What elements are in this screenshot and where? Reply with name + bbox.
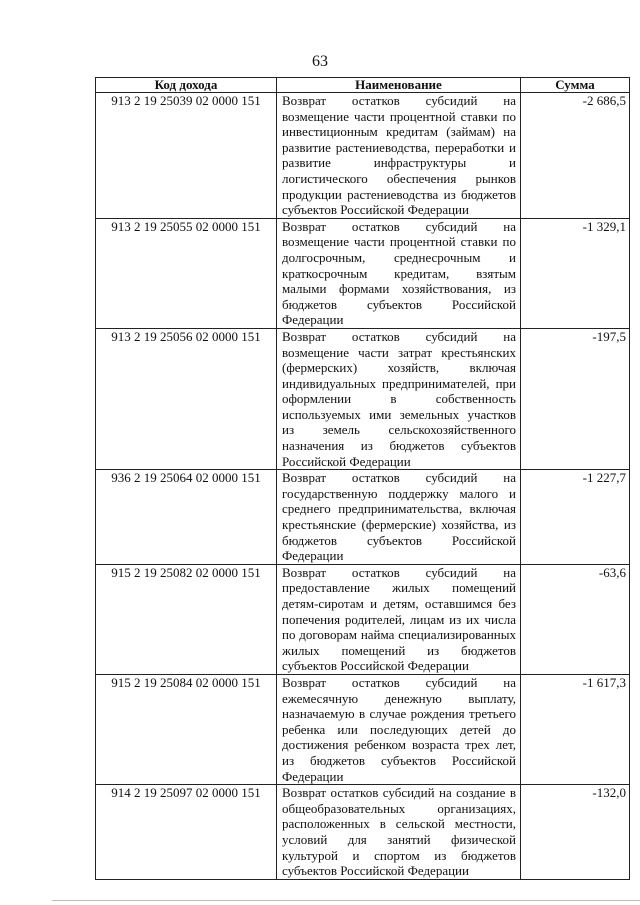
row-name: Возврат остатков субсидий на ежемесячную денежную выплату, назначаемую в случае рождения третьего ребенка или последующих детей до достижения ребенком возраста трех лет, из бюджетов субъектов Российской Федерации: [277, 674, 521, 784]
table-header-row: [96, 78, 630, 93]
table-row: [96, 564, 630, 674]
revenue-table: [95, 77, 630, 880]
header-name: Наименование: [277, 78, 521, 93]
row-amount: -1 227,7: [521, 470, 630, 565]
row-name: Возврат остатков субсидий на государственную поддержку малого и среднего предпринимательства, включая крестьянские (фермерские) хозяйства, из бюджетов субъектов Российской Федерации: [277, 470, 521, 565]
page-number: 63: [312, 53, 328, 70]
row-code: 915 2 19 25082 02 0000 151: [96, 564, 277, 674]
header-code: Код дохода: [96, 78, 277, 93]
row-amount: -63,6: [521, 564, 630, 674]
row-amount: -132,0: [521, 785, 630, 880]
scan-edge-divider: [52, 900, 640, 901]
table-row: [96, 674, 630, 784]
header-amount: Сумма: [521, 78, 630, 93]
row-code: 913 2 19 25056 02 0000 151: [96, 328, 277, 469]
row-code: 915 2 19 25084 02 0000 151: [96, 674, 277, 784]
row-amount: -197,5: [521, 328, 630, 469]
row-code: 914 2 19 25097 02 0000 151: [96, 785, 277, 880]
table-row: [96, 328, 630, 469]
row-amount: -1 617,3: [521, 674, 630, 784]
table-row: [96, 93, 630, 219]
row-code: 936 2 19 25064 02 0000 151: [96, 470, 277, 565]
row-code: 913 2 19 25055 02 0000 151: [96, 218, 277, 328]
row-amount: -1 329,1: [521, 218, 630, 328]
row-code: 913 2 19 25039 02 0000 151: [96, 93, 277, 219]
table-row: [96, 470, 630, 565]
row-name: Возврат остатков субсидий на возмещение части затрат крестьянских (фермерских) хозяйств, включая индивидуальных предпринимателей, при оформлении в собственность используемых ими земельных участков из земель сельскохозяйственного назначения из бюджетов субъектов Российской Федерации: [277, 328, 521, 469]
row-name: Возврат остатков субсидий на возмещение части процентной ставки по инвестиционным кредитам (займам) на развитие растениеводства, переработки и развитие инфраструктуры и логистического обеспечения рынков продукции растениеводства из бюджетов субъектов Российской Федерации: [277, 93, 521, 219]
row-name: Возврат остатков субсидий на возмещение части процентной ставки по долгосрочным, среднесрочным и краткосрочным кредитам, взятым малыми формами хозяйствования, из бюджетов субъектов Российской Федерации: [277, 218, 521, 328]
row-amount: -2 686,5: [521, 93, 630, 219]
row-name: Возврат остатков субсидий на предоставление жилых помещений детям-сиротам и детям, оставшимся без попечения родителей, лицам из их числа по договорам найма специализированных жилых помещений из бюджетов субъектов Российской Федерации: [277, 564, 521, 674]
table-row: [96, 218, 630, 328]
table-row: [96, 785, 630, 880]
row-name: Возврат остатков субсидий на создание в общеобразовательных организациях, расположенных в сельской местности, условий для занятий физической культурой и спортом из бюджетов субъектов Российской Федерации: [277, 785, 521, 880]
